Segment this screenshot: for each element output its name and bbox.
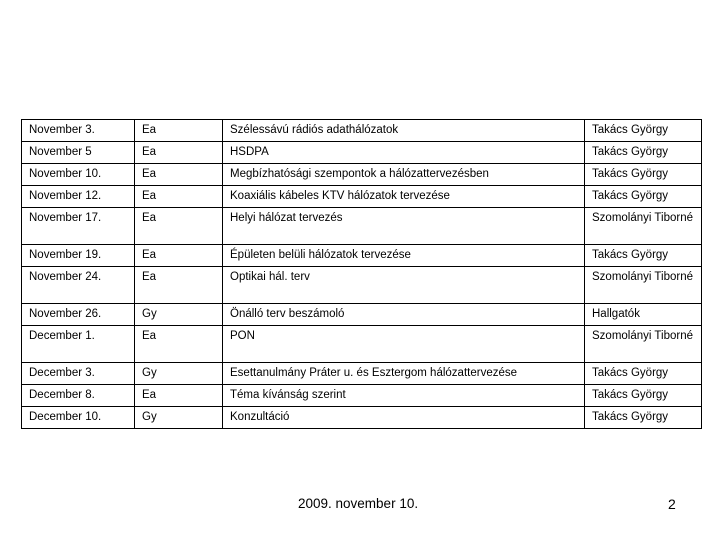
date-cell: November 10. [22,164,135,186]
lecturer-cell: Takács György [585,407,702,429]
type-cell: Gy [135,304,223,326]
date-cell: December 10. [22,407,135,429]
type-cell: Gy [135,363,223,385]
date-cell: November 3. [22,120,135,142]
table-row [22,363,702,385]
lecturer-cell: Szomolányi Tiborné [585,326,702,363]
type-cell: Ea [135,245,223,267]
topic-cell: Önálló terv beszámoló [223,304,585,326]
table-row [22,407,702,429]
topic-cell: Konzultáció [223,407,585,429]
date-cell: November 5 [22,142,135,164]
lecturer-cell: Takács György [585,363,702,385]
table-row [22,304,702,326]
type-cell: Ea [135,208,223,245]
topic-cell: Optikai hál. terv [223,267,585,304]
page-number: 2 [668,496,676,512]
footer-date: 2009. november 10. [298,496,419,511]
topic-cell: HSDPA [223,142,585,164]
date-cell: December 1. [22,326,135,363]
lecturer-cell: Takács György [585,245,702,267]
topic-cell: Koaxiális kábeles KTV hálózatok tervezése [223,186,585,208]
lecturer-cell: Szomolányi Tiborné [585,208,702,245]
table-row [22,142,702,164]
type-cell: Ea [135,267,223,304]
lecturer-cell: Takács György [585,385,702,407]
date-cell: November 12. [22,186,135,208]
table-row [22,326,702,363]
date-cell: November 19. [22,245,135,267]
lecturer-cell: Szomolányi Tiborné [585,267,702,304]
topic-cell: Szélessávú rádiós adathálózatok [223,120,585,142]
table-row [22,267,702,304]
type-cell: Ea [135,186,223,208]
table-row [22,186,702,208]
lecturer-cell: Takács György [585,164,702,186]
date-cell: December 3. [22,363,135,385]
topic-cell: Épületen belüli hálózatok tervezése [223,245,585,267]
type-cell: Ea [135,326,223,363]
lecturer-cell: Takács György [585,142,702,164]
topic-cell: Téma kívánság szerint [223,385,585,407]
lecturer-cell: Takács György [585,120,702,142]
type-cell: Ea [135,120,223,142]
type-cell: Ea [135,385,223,407]
table-row [22,385,702,407]
topic-cell: PON [223,326,585,363]
date-cell: November 26. [22,304,135,326]
date-cell: November 17. [22,208,135,245]
lecturer-cell: Takács György [585,186,702,208]
type-cell: Ea [135,164,223,186]
topic-cell: Helyi hálózat tervezés [223,208,585,245]
type-cell: Ea [135,142,223,164]
table-row [22,164,702,186]
lecturer-cell: Hallgatók [585,304,702,326]
table-row [22,120,702,142]
table-row [22,245,702,267]
topic-cell: Megbízhatósági szempontok a hálózattervezésben [223,164,585,186]
date-cell: December 8. [22,385,135,407]
schedule-table [21,119,702,429]
topic-cell: Esettanulmány Práter u. és Esztergom hálózattervezése [223,363,585,385]
type-cell: Gy [135,407,223,429]
date-cell: November 24. [22,267,135,304]
table-row [22,208,702,245]
